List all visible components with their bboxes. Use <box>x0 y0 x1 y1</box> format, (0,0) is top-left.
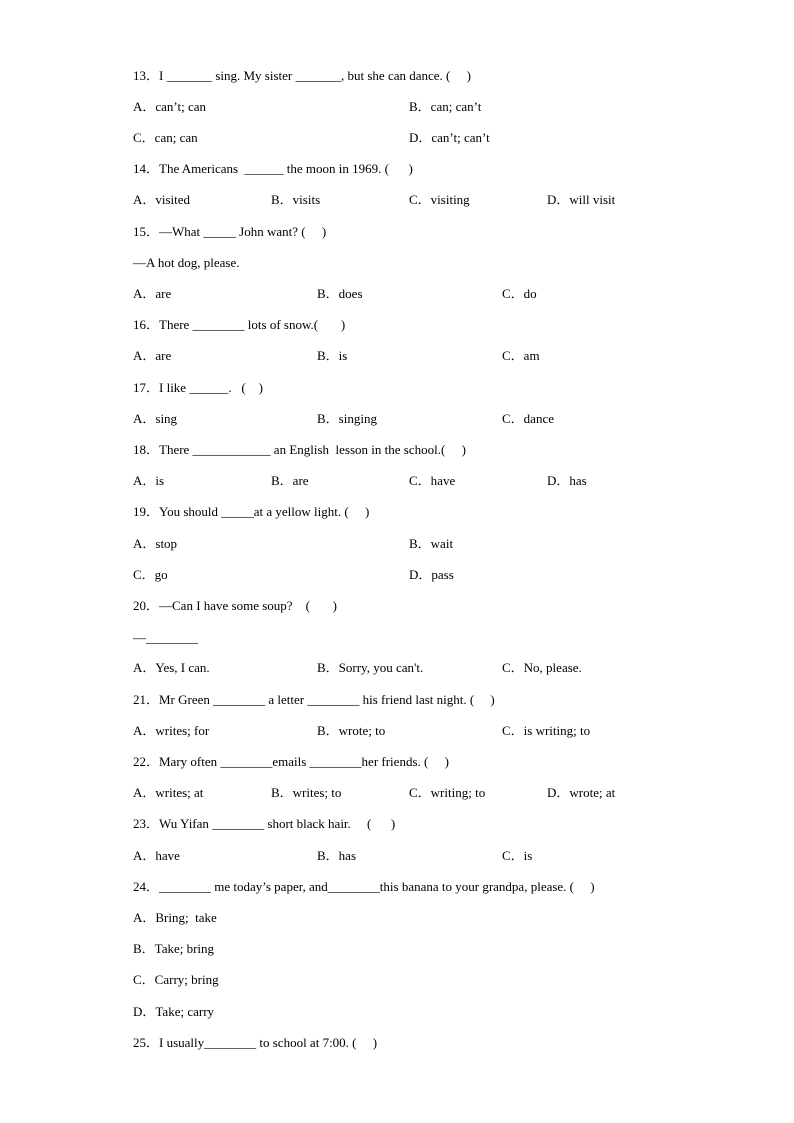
question-13-option-c: C．can; can <box>133 130 198 145</box>
question-19-option-b: B．wait <box>409 536 454 551</box>
question-14-option-b: B．visits <box>271 192 321 207</box>
question-14-option-d: D．will visit <box>547 192 616 207</box>
question-13-stem: 13．I _______ sing. My sister _______, but she can dance. ( ) <box>133 68 471 83</box>
question-18-option-a: A．is <box>133 473 165 488</box>
question-21-stem: 21．Mr Green ________ a letter ________ his friend last night. ( ) <box>133 692 495 707</box>
question-20-answer-line: —________ <box>133 630 198 645</box>
question-15-option-a: A．are <box>133 286 172 301</box>
question-15-stem: 15．—What _____ John want? ( ) <box>133 224 327 239</box>
question-18-option-b: B．are <box>271 473 309 488</box>
question-22-option-d: D．wrote; at <box>547 785 616 800</box>
question-16-option-b: B．is <box>317 348 348 363</box>
question-18-option-d: D．has <box>547 473 587 488</box>
question-17-option-c: C．dance <box>502 411 554 426</box>
question-18-stem: 18．There ____________ an English lesson in the school.( ) <box>133 442 466 457</box>
question-21-option-a: A．writes; for <box>133 723 210 738</box>
question-16-option-c: C．am <box>502 348 540 363</box>
question-24-option-a: A．Bring; take <box>133 910 217 925</box>
question-14-stem: 14．The Americans ______ the moon in 1969. ( ) <box>133 161 413 176</box>
question-15-answer-line: —A hot dog, please. <box>133 255 240 270</box>
question-25-stem: 25．I usually________ to school at 7:00. ( ) <box>133 1035 378 1050</box>
question-24-option-d: D．Take; carry <box>133 1004 215 1019</box>
question-23-option-a: A．have <box>133 848 180 863</box>
question-20-stem: 20．—Can I have some soup? ( ) <box>133 598 337 613</box>
question-19-stem: 19．You should _____at a yellow light. ( ) <box>133 504 370 519</box>
question-17-option-b: B．singing <box>317 411 377 426</box>
question-22-option-b: B．writes; to <box>271 785 342 800</box>
question-19-option-a: A．stop <box>133 536 178 551</box>
question-24-stem: 24．________ me today’s paper, and________this banana to your grandpa, please. ( ) <box>133 879 595 894</box>
question-22-stem: 22．Mary often ________emails ________her friends. ( ) <box>133 754 449 769</box>
question-15-option-c: C．do <box>502 286 537 301</box>
question-16-stem: 16．There ________ lots of snow.( ) <box>133 317 346 332</box>
question-13-option-a: A．can’t; can <box>133 99 207 114</box>
question-16-option-a: A．are <box>133 348 172 363</box>
question-13-option-d: D．can’t; can’t <box>409 130 490 145</box>
question-24-option-c: C．Carry; bring <box>133 972 219 987</box>
question-21-option-b: B．wrote; to <box>317 723 386 738</box>
question-13-option-b: B．can; can’t <box>409 99 482 114</box>
question-20-option-a: A．Yes, I can. <box>133 660 210 675</box>
question-17-option-a: A．sing <box>133 411 178 426</box>
question-22-option-c: C．writing; to <box>409 785 486 800</box>
question-19-option-d: D．pass <box>409 567 454 582</box>
question-20-option-b: B．Sorry, you can't. <box>317 660 424 675</box>
question-23-stem: 23．Wu Yifan ________ short black hair. ( ) <box>133 816 396 831</box>
question-24-option-b: B．Take; bring <box>133 941 215 956</box>
question-23-option-b: B．has <box>317 848 357 863</box>
question-14-option-c: C．visiting <box>409 192 470 207</box>
question-18-option-c: C．have <box>409 473 456 488</box>
question-19-option-c: C．go <box>133 567 168 582</box>
question-15-option-b: B．does <box>317 286 363 301</box>
question-14-option-a: A．visited <box>133 192 191 207</box>
question-21-option-c: C．is writing; to <box>502 723 591 738</box>
question-23-option-c: C．is <box>502 848 533 863</box>
question-22-option-a: A．writes; at <box>133 785 204 800</box>
question-20-option-c: C．No, please. <box>502 660 582 675</box>
question-17-stem: 17．I like ______. ( ) <box>133 380 263 395</box>
